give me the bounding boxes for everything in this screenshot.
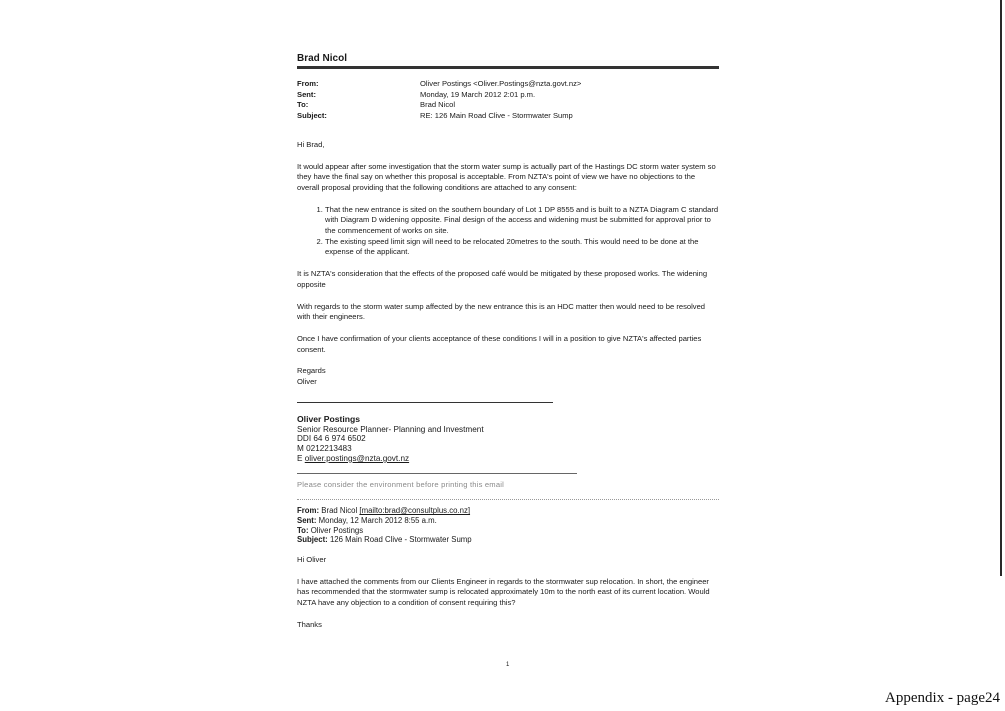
fwd-greeting: Hi Oliver — [297, 554, 327, 564]
signature-rule — [297, 402, 553, 403]
signature-block — [297, 415, 719, 464]
to-value: Brad Nicol — [420, 100, 456, 110]
subject-row — [297, 111, 719, 122]
body-paragraph-1: It would appear after some investigation that the storm water sump is actually part of the Hastings DC storm water system so they have the final say on whether this proposal is acceptable. From NZTA's point of view we have no objections to the overall proposal providing that the following conditions are attached to any consent: — [297, 161, 716, 192]
signature-email-link[interactable]: oliver.postings@nzta.govt.nz — [304, 453, 410, 463]
closing: Regards — [297, 366, 326, 376]
from-row — [297, 79, 719, 90]
signature-email-prefix: E — [297, 453, 305, 463]
email-document — [297, 52, 719, 630]
conditions-list — [297, 205, 719, 259]
fwd-body: I have attached the comments from our Clients Engineer in regards to the stormwater sup relocation. In short, the engineer has recommended that the stormwater sump is relocated approximately 10m to the north east of its current location. Would NZTA have any objection to a condition of consent requiring this? — [297, 576, 710, 607]
fwd-from-label: From: — [297, 506, 320, 516]
fwd-from-row — [297, 506, 719, 516]
fwd-to-label: To: — [297, 525, 309, 535]
fwd-sent-label: Sent: — [297, 516, 317, 526]
forwarded-header — [297, 506, 719, 544]
scan-edge-line — [1000, 0, 1002, 576]
condition-item: 1. That the new entrance is sited on the southern boundary of Lot 1 DP 8555 and is built to a NZTA Diagram C standard with Diagram D widening opposite. Final design of the access and widening must be submitted for approval prior to the commencement of works on site. — [325, 205, 719, 237]
environment-note: Please consider the environment before printing this email — [297, 479, 505, 489]
signature-name: Oliver Postings — [297, 413, 361, 424]
fwd-subject-value: 126 Main Road Clive - Stormwater Sump — [329, 535, 472, 545]
signature-rule-bottom — [297, 473, 577, 474]
appendix-label: Appendix - page24 — [885, 690, 1000, 706]
sent-row — [297, 90, 719, 101]
signature-ddi: DDI 64 6 974 6502 — [297, 434, 366, 444]
subject-label: Subject: — [297, 111, 327, 121]
to-label: To: — [297, 100, 309, 110]
body-paragraph-4: Once I have confirmation of your clients acceptance of these conditions I will in a position to give NZTA's affected parties consent. — [297, 333, 702, 354]
fwd-closing: Thanks — [297, 619, 322, 629]
from-value: Oliver Postings <Oliver.Postings@nzta.govt.nz> — [420, 79, 582, 88]
email-header — [297, 79, 719, 122]
to-row — [297, 100, 719, 111]
closing-name: Oliver — [297, 377, 317, 387]
fwd-to-row — [297, 526, 719, 536]
forward-separator — [297, 499, 719, 500]
fwd-from-value: Brad Nicol — [321, 506, 358, 516]
header-name: Brad Nicol — [297, 53, 348, 64]
signature-mobile: M 0212213483 — [297, 444, 352, 454]
fwd-subject-row — [297, 535, 719, 545]
signature-email-row — [297, 454, 719, 464]
signature-title: Senior Resource Planner- Planning and Investment — [297, 424, 484, 434]
fwd-to-value: Oliver Postings — [310, 525, 364, 535]
sent-label: Sent: — [297, 89, 316, 99]
fwd-sent-row — [297, 516, 719, 526]
from-label: From: — [297, 79, 319, 88]
subject-value: RE: 126 Main Road Clive - Stormwater Sump — [420, 111, 573, 121]
fwd-subject-label: Subject: — [297, 535, 328, 545]
page-number: 1 — [506, 662, 510, 668]
header-rule — [297, 66, 719, 69]
sent-value: Monday, 19 March 2012 2:01 p.m. — [420, 89, 536, 99]
fwd-from-mailto-link[interactable]: [mailto:brad@consultplus.co.nz] — [359, 506, 471, 516]
body-paragraph-2: It is NZTA's consideration that the effects of the proposed café would be mitigated by these proposed works. The widening opposite — [297, 269, 708, 289]
greeting: Hi Brad, — [297, 139, 325, 149]
condition-item: 2. The existing speed limit sign will need to be relocated 20metres to the south. This would need to be done at the expense of the applicant. — [325, 237, 719, 258]
body-paragraph-3: With regards to the storm water sump affected by the new entrance this is an HDC matter then would need to be resolved with their engineers. — [297, 301, 706, 322]
fwd-sent-value: Monday, 12 March 2012 8:55 a.m. — [318, 516, 437, 526]
